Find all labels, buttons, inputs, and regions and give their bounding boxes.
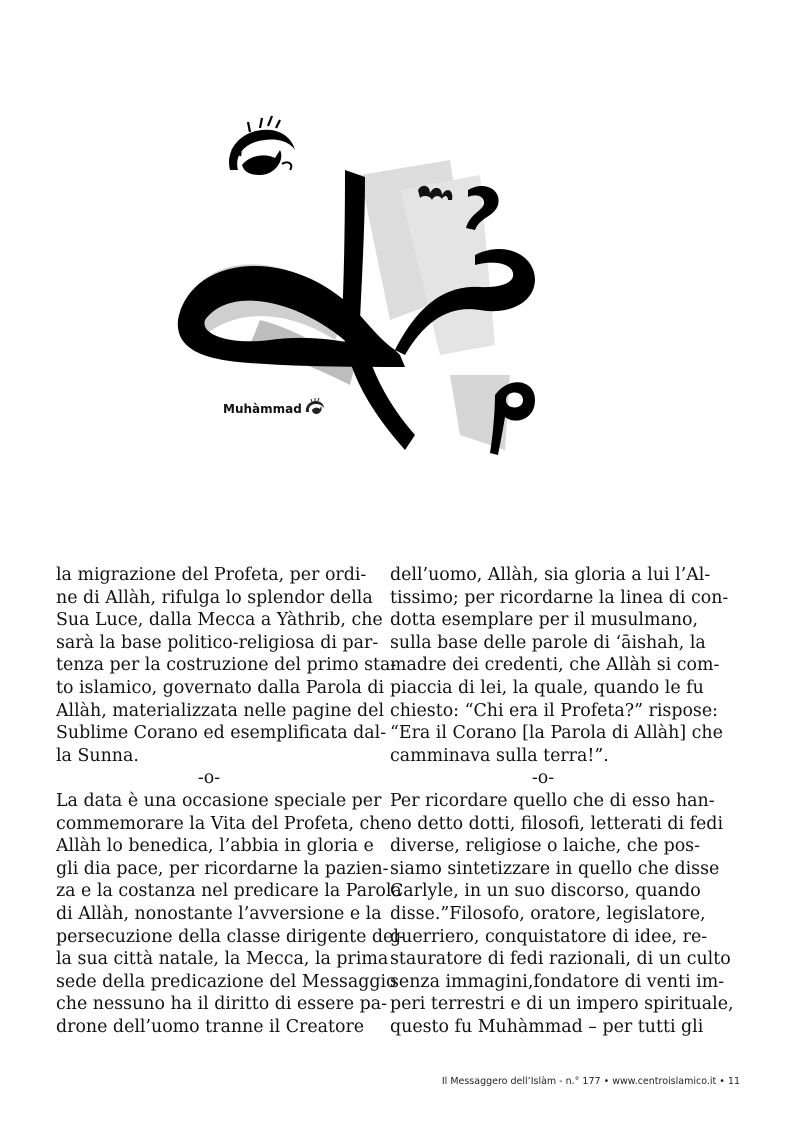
page-footer (442, 1076, 740, 1087)
text-line: piaccia di lei, la quale, quando le fu (390, 677, 704, 698)
text-line: disse.”Filosofo, oratore, legislatore, (390, 903, 706, 924)
text-line: dotta esemplare per il musulmano, (390, 610, 699, 631)
text-column-left (56, 564, 405, 1038)
text-line: Carlyle, in un suo discorso, quando (390, 881, 701, 902)
text-line: tissimo; per ricordarne la linea di con- (390, 587, 729, 608)
text-line: che nessuno ha il diritto di essere pa- (56, 994, 387, 1015)
text-line: peri terrestri e di un impero spirituale, (390, 994, 734, 1015)
text-line: Per ricordare quello che di esso han- (390, 790, 715, 811)
figure-caption: Muhàmmad (223, 402, 302, 416)
salawat-seal-icon (229, 116, 295, 175)
text-line: la sua città natale, la Mecca, la prima (56, 949, 389, 970)
text-line: “Era il Corano [la Parola di Allàh] che (390, 723, 723, 744)
text-line: La data è una occasione speciale per (56, 790, 382, 811)
text-line: gli dia pace, per ricordarne la pazien- (56, 858, 389, 879)
text-line: diverse, religiose o laiche, che pos- (390, 836, 700, 857)
text-line: madre dei credenti, che Allàh si com- (390, 655, 720, 676)
text-line: guerriero, conquistatore di idee, re- (390, 926, 708, 947)
text-line: sede della predicazione del Messaggio (56, 971, 397, 992)
text-line: Allàh, materializzata nelle pagine del (56, 700, 385, 721)
text-line: questo fu Muhàmmad – per tutti gli (390, 1016, 704, 1037)
text-line: la migrazione del Profeta, per ordi- (56, 565, 367, 585)
footer-publication: Il Messaggero dell’Islàm - n.° 177 (441, 1076, 601, 1087)
stroke-final-mim (490, 382, 535, 455)
text-line: stauratore di fedi razionali, di un culto (390, 949, 731, 970)
text-line: commemorare la Vita del Profeta, che (56, 813, 391, 834)
footer-bullet: • (603, 1076, 610, 1087)
footer-bullet: • (719, 1076, 725, 1087)
text-line: Allàh lo benedica, l’abbia in gloria e (56, 836, 374, 857)
text-line: chiesto: “Chi era il Profeta?” rispose: (390, 700, 718, 721)
text-line: persecuzione della classe dirigente del- (56, 926, 405, 947)
text-line: Sua Luce, dalla Mecca a Yàthrib, che (56, 610, 383, 631)
text-line: to islamico, governato dalla Parola di (56, 677, 385, 698)
text-line: camminava sulla terra!”. (390, 745, 609, 766)
salawat-small-icon (304, 398, 326, 416)
page-number: 11 (727, 1076, 740, 1087)
section-separator: -o- (531, 768, 555, 789)
text-line: senza immagini,fondatore di venti im- (390, 971, 725, 992)
text-line: no detto dotti, filosofi, letterati di fedi (390, 813, 724, 834)
text-column-right (390, 564, 734, 1038)
text-line: sulla base delle parole di ‘āishah, la (390, 632, 706, 653)
text-line: drone dell’uomo tranne il Creatore (56, 1016, 365, 1037)
text-line: ne di Allàh, rifulga lo splendor della (56, 587, 373, 608)
text-line: za e la costanza nel predicare la Parola (56, 881, 402, 902)
text-line: sarà la base politico-religiosa di par- (56, 632, 379, 653)
text-line: di Allàh, nonostante l’avversione e la (56, 903, 382, 924)
footer-website[interactable]: www.centroislamico.it (612, 1076, 717, 1087)
muhammad-calligraphy-artwork (150, 105, 600, 465)
text-line: siamo sintetizzare in quello che disse (390, 858, 720, 879)
text-line: Sublime Corano ed esemplificata dal- (56, 723, 387, 744)
text-line: la Sunna. (56, 745, 139, 766)
section-separator: -o- (197, 768, 221, 789)
text-line: dell’uomo, Allàh, sia gloria a lui l’Al- (390, 565, 711, 585)
text-line: tenza per la costruzione del primo sta- (56, 655, 397, 676)
